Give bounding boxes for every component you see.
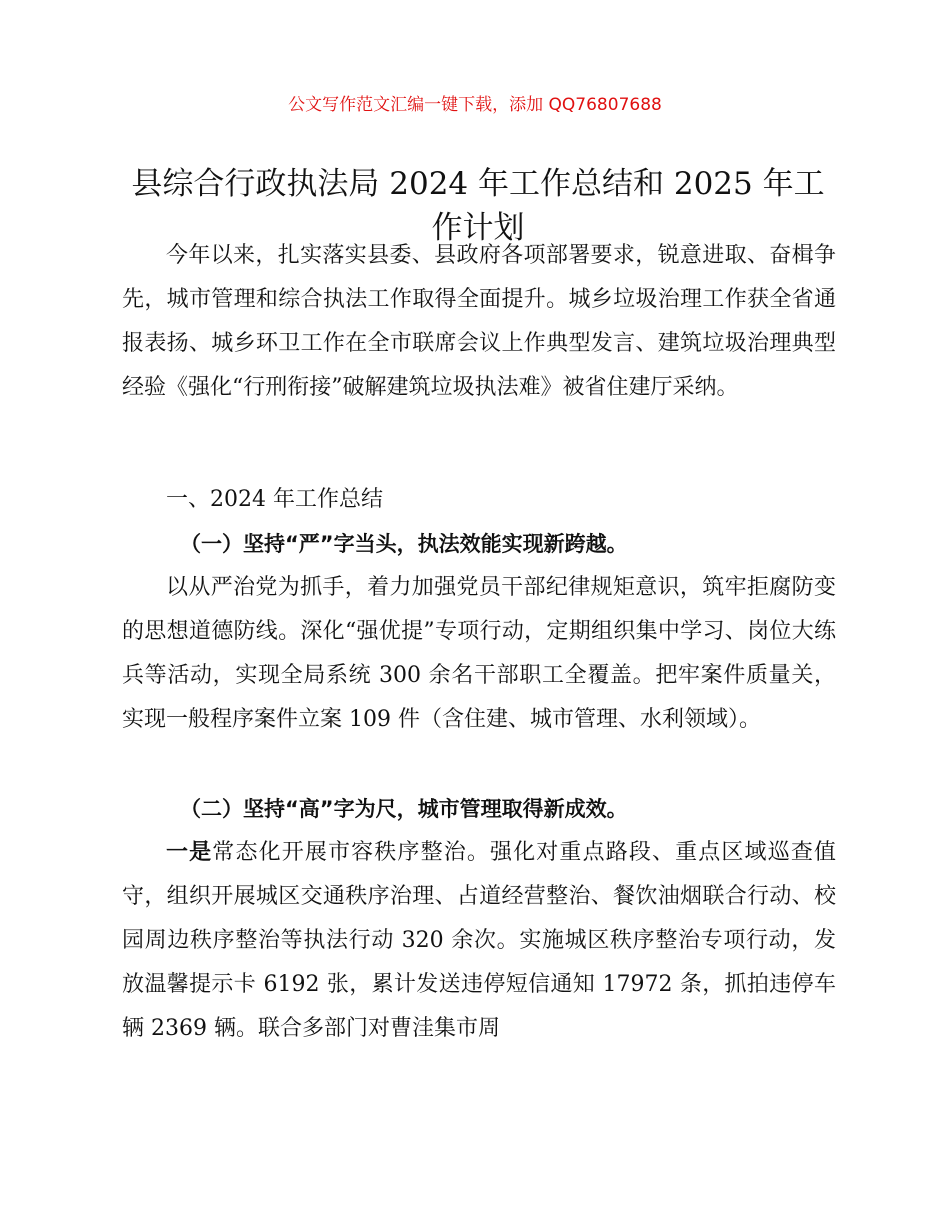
subheading-2: （二）坚持“高”字为尺，城市管理取得新成效。 [180,797,628,821]
intro-paragraph: 今年以来，扎实落实县委、县政府各项部署要求，锐意进取、奋楫争先，城市管理和综合执法工作取得全面提升。城乡垃圾治理工作获全省通报表扬、城乡环卫工作在全市联席会议上作典型发言、建筑垃圾治理典型经验《强化“行刑衔接”破解建筑垃圾执法难》被省住建厅采纳。 [122,243,836,400]
paragraph-2-lead: 一是 [166,840,213,865]
paragraph-1: 以从严治党为抓手，着力加强党员干部纪律规矩意识，筑牢拒腐防变的思想道德防线。深化“强优提”专项行动，定期组织集中学习、岗位大练兵等活动，实现全局系统 300 余名干部职工全覆盖。把牢案件质量关，实现一般程序案件立案 109 件（含住建、城市管理、水利领域）。 [122,575,836,732]
paragraph-2-text: 常态化开展市容秩序整治。强化对重点路段、重点区域巡查值守，组织开展城区交通秩序治理、占道经营整治、餐饮油烟联合行动、校园周边秩序整治等执法行动 320 余次。实施城区秩序整治专项行动，发放温馨提示卡 6192 张，累计发送违停短信通知 17972 条，抓拍违停车辆 2369 辆。联合多部门对曹洼集市周 [122,840,836,1041]
paragraph-2 [122,831,836,1051]
download-banner: 公文写作范文汇编一键下载，添加 QQ76807688 [288,95,662,115]
section-heading-1: 一、2024 年工作总结 [166,487,383,512]
document-title: 县综合行政执法局 2024 年工作总结和 2025 年工作计划 [131,166,825,246]
subheading-1: （一）坚持“严”字当头，执法效能实现新跨越。 [180,532,628,556]
